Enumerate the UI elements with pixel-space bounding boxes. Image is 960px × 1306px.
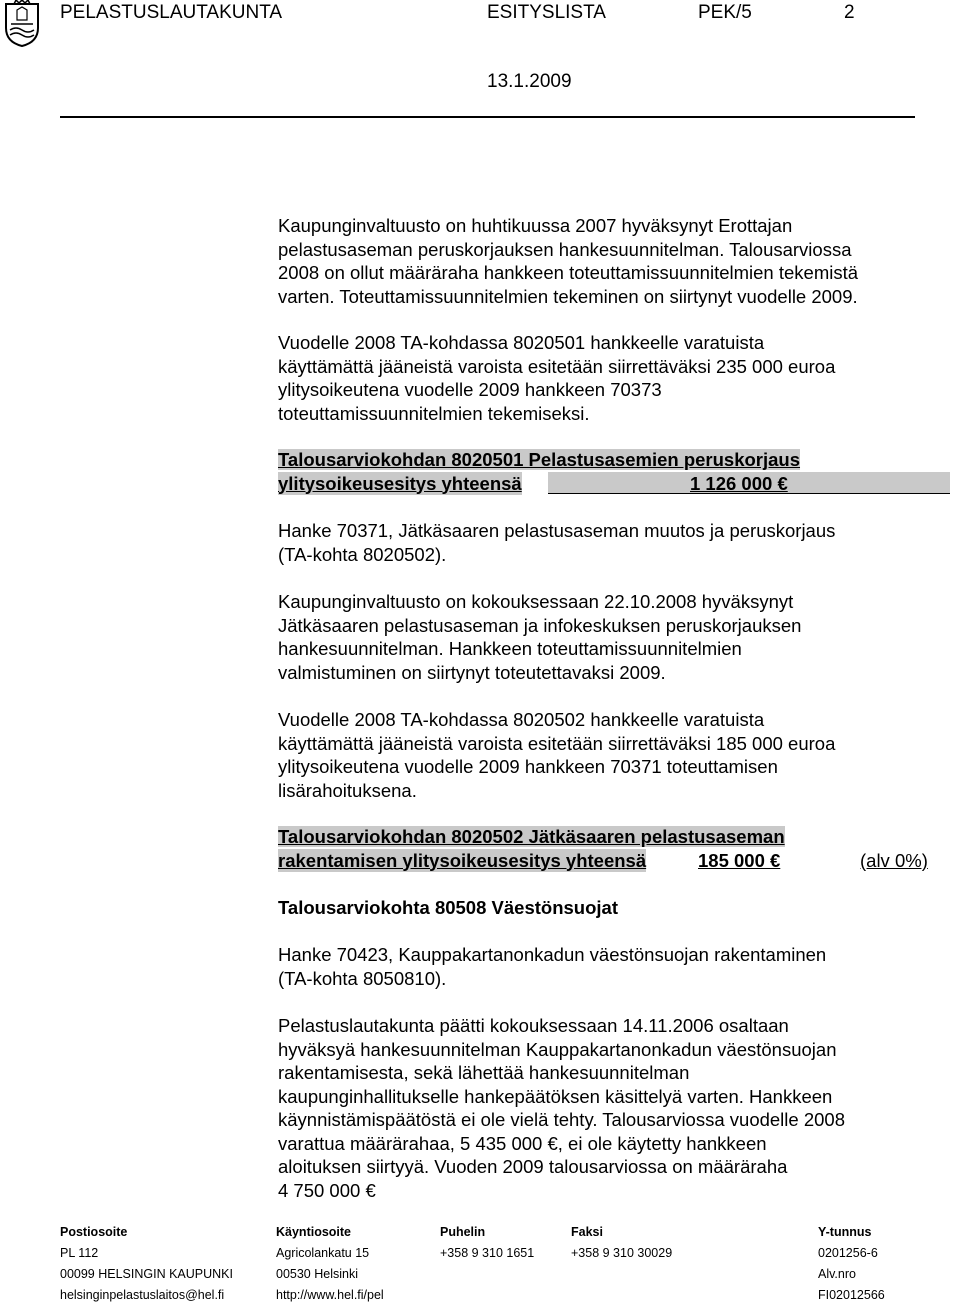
paragraph-hanke-70371: Hanke 70371, Jätkäsaaren pelastusaseman muutos ja peruskorjaus (TA-kohta 8020502). [278, 520, 836, 565]
footer-business-id: Y-tunnus 0201256-6 Alv.nro FI02012566 [818, 1225, 885, 1302]
header-section: PEK/5 [698, 2, 752, 23]
footer-website[interactable]: http://www.hel.fi/pel [276, 1288, 384, 1302]
summary-8020502 [278, 825, 960, 872]
summary-8020501-title: Talousarviokohdan 8020501 Pelastusasemien peruskorjaus [278, 449, 801, 470]
header-divider [60, 116, 915, 118]
footer-phone: Puhelin +358 9 310 1651 [440, 1225, 535, 1260]
footer-postal-address: Postiosoite PL 112 00099 HELSINGIN KAUPUNKI helsinginpelastuslaitos@hel.fi [60, 1222, 233, 1306]
heading-80508: Talousarviokohta 80508 Väestönsuojat [278, 897, 618, 918]
footer-visiting-address: Käyntiosoite Agricolankatu 15 00530 Helsinki http://www.hel.fi/pel [276, 1222, 384, 1306]
paragraph-hanke-70423: Hanke 70423, Kauppakartanonkadun väestönsuojan rakentaminen (TA-kohta 8050810). [278, 944, 827, 989]
paragraph-kauppakartanonkatu-decision: Pelastuslautakunta päätti kokouksessaan 14.11.2006 osaltaan hyväksyä hankesuunnitelman Kauppakartanonkadun väestönsuojan rakentamisesta, sekä lähettää hankesuunnitelman kaupunginhallitukselle hankepäätöksen käsittelyä varten. Hankkeen käynnistämispäätöstä ei ole vielä tehty. Talousarviossa vuodelle 2008 varattua määrärahaa, 5 435 000 €, ei ole käytetty hankkeen aloituksen siirtyyä. Vuoden 2009 talousarviossa on määräraha 4 750 000 € [278, 1015, 845, 1201]
paragraph-transfer-235000: Vuodelle 2008 TA-kohdassa 8020501 hankkeelle varatuista käyttämättä jääneistä varoista esitetään siirrettäväksi 235 000 euroa ylitysoikeutena vuodelle 2009 hankkeen 70373 toteuttamissuunnitelmien tekemiseksi. [278, 332, 836, 424]
header-date: 13.1.2009 [487, 71, 572, 92]
header-doc-type: ESITYSLISTA [487, 2, 606, 23]
summary-8020502-title: Talousarviokohdan 8020502 Jätkäsaaren pelastusaseman [278, 826, 785, 847]
footer-email[interactable]: helsinginpelastuslaitos@hel.fi [60, 1288, 225, 1302]
paragraph-erottaja-plan: Kaupunginvaltuusto on huhtikuussa 2007 hyväksynyt Erottajan pelastusaseman peruskorjauksen hankesuunnitelman. Talousarviossa 2008 on ollut määräraha hankkeen toteuttamissuunnitelmien tekemistä varten. Toteuttamissuunnitelmien tekeminen on siirtynyt vuodelle 2009. [278, 215, 859, 307]
paragraph-jatkasaari-plan: Kaupunginvaltuusto on kokouksessaan 22.10.2008 hyväksynyt Jätkäsaaren pelastusaseman ja infokeskuksen peruskorjauksen hankesuunnitelman. Hankkeen toteuttamissuunnitelmien valmistuminen on siirtynyt toteutettavaksi 2009. [278, 591, 802, 683]
summary-8020501-amount: 1 126 000 € [690, 472, 788, 494]
summary-8020501-label: ylitysoikeusesitys yhteensä [278, 472, 522, 494]
summary-8020501 [278, 448, 958, 495]
header-org: PELASTUSLAUTAKUNTA [60, 2, 283, 23]
summary-8020502-label: rakentamisen ylitysoikeusesitys yhteensä [278, 849, 647, 871]
city-crest-logo [2, 0, 42, 48]
summary-8020502-vat-note: (alv 0%) [860, 849, 928, 871]
header-page-number: 2 [844, 2, 855, 23]
footer-fax: Faksi +358 9 310 30029 [571, 1225, 673, 1260]
summary-8020502-amount: 185 000 € [698, 849, 781, 871]
paragraph-transfer-185000: Vuodelle 2008 TA-kohdassa 8020502 hankkeelle varatuista käyttämättä jääneistä varoista esitetään siirrettäväksi 185 000 euroa ylitysoikeutena vuodelle 2009 hankkeen 70371 toteuttamisen lisärahoituksena. [278, 709, 836, 801]
